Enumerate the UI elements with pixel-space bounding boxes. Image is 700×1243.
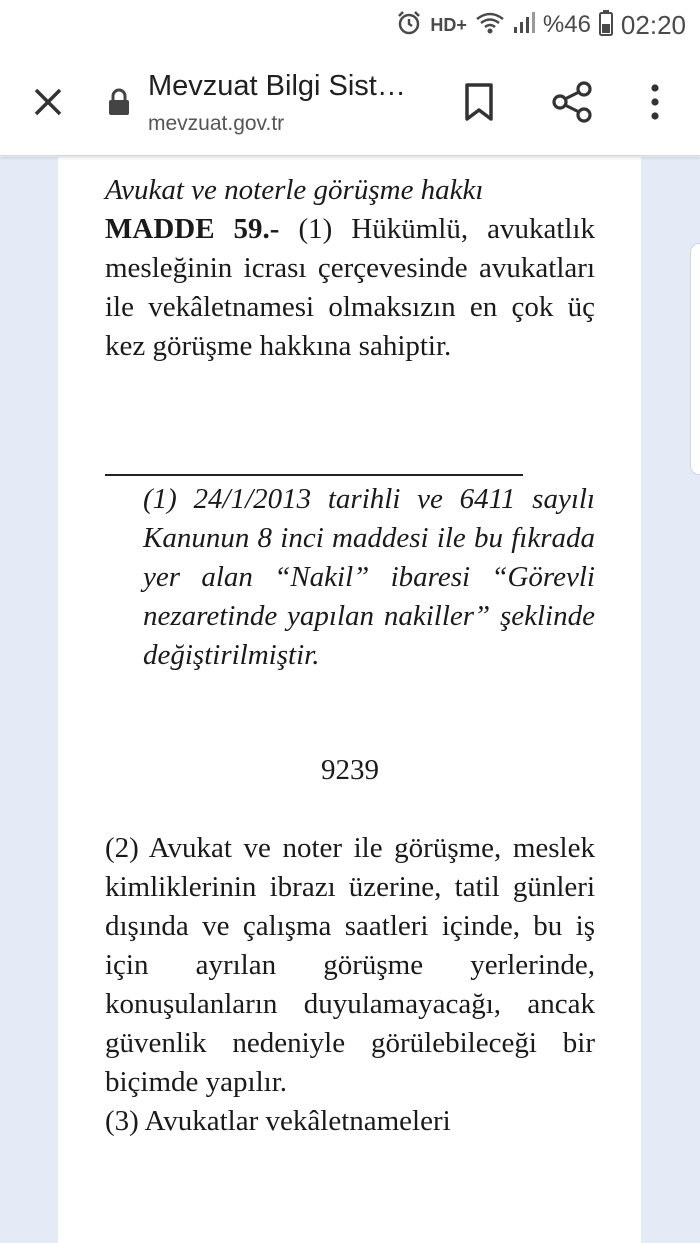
page-url: mevzuat.gov.tr [148,112,285,135]
page-title: Mevzuat Bilgi Sist… [148,70,406,102]
article-heading: Avukat ve noterle görüşme hakkı [105,174,484,206]
document-viewer[interactable] [0,157,700,1243]
browser-toolbar [0,50,700,156]
network-type-label: HD+ [430,14,467,35]
paragraph-2-text: (2) Avukat ve noter ile görüşme, meslek kimliklerinin ibrazı üzerine, tatil günleri dışında ve çalışma saatleri içinde, bu iş için ayrılan görüşme yerlerinde, konuşulanların duyulamayacağı, ancak güvenlik nedeniyle görülebileceği bir biçimde yapılır. [105,832,595,1098]
article-paragraph-2 [105,829,595,1141]
battery-percent: %46 [542,11,591,38]
bookmark-icon[interactable] [462,82,496,122]
share-icon[interactable] [550,80,594,124]
paragraph-3-partial: (3) Avukatlar vekâletnameleri [105,1105,451,1137]
footnote-divider [105,474,523,476]
lock-icon[interactable] [107,88,131,116]
scrollbar-handle[interactable] [690,243,700,475]
paragraph-1-text: (1) Hükümlü, avukatlık mesleğinin icrası çerçevesinde avukatları ile vekâletnamesi olmaksızın en çok üç kez görüşme hakkına sahiptir. [105,213,595,362]
article-number: MADDE 59.- [105,213,280,245]
close-icon[interactable] [28,82,68,122]
battery-icon [599,10,613,41]
more-vert-icon[interactable] [640,80,670,124]
wifi-icon [475,11,505,40]
signal-icon [513,11,535,40]
alarm-icon [396,10,422,41]
clock: 02:20 [620,9,686,40]
page-number: 9239 [321,754,379,786]
article-paragraph-1 [105,210,595,366]
status-bar [0,0,700,50]
footnote: (1) 24/1/2013 tarihli ve 6411 sayılı Kanunun 8 inci maddesi ile bu fıkrada yer alan “Nakil” ibaresi “Görevli nezaretinde yapılan nakiller” şeklinde değiştirilmiştir. [143,483,595,671]
